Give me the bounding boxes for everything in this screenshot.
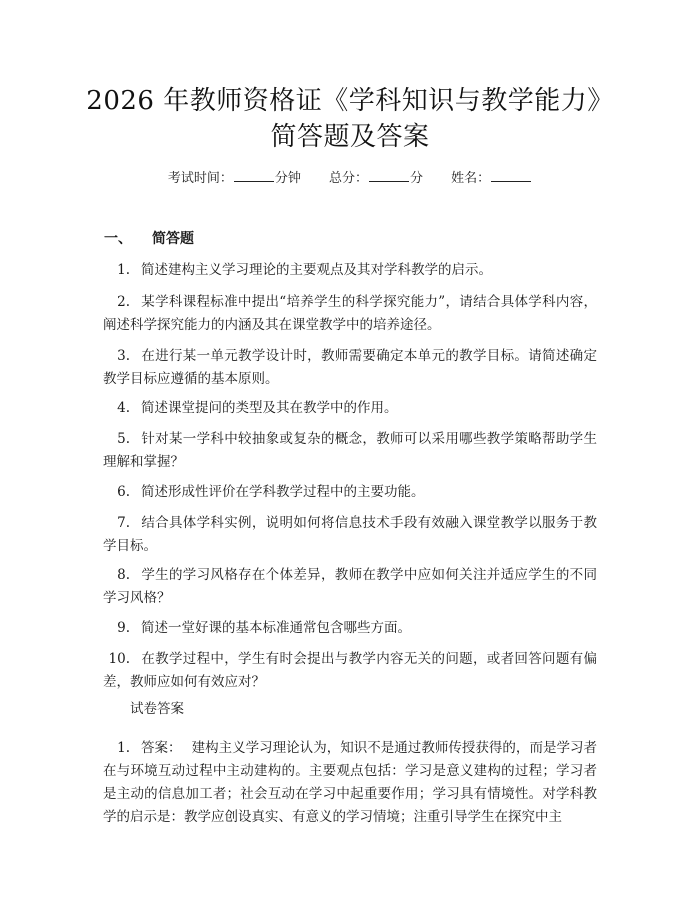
section-title: 简答题: [152, 231, 194, 247]
question-number: 6.: [117, 484, 130, 500]
question-number: 1.: [117, 262, 130, 278]
question-text: 某学科课程标准中提出“培养学生的科学探究能力”，请结合具体学科内容，阐述科学探究能力的内涵及其在课堂教学中的培养途径。: [103, 294, 597, 333]
question-item: [103, 648, 597, 694]
answer-number: 1.: [117, 740, 130, 756]
answer-label: 答案：: [141, 740, 182, 756]
question-number: 3.: [117, 348, 130, 364]
question-number: 8.: [117, 567, 130, 583]
section-heading: [104, 229, 194, 249]
question-item: [103, 564, 597, 610]
question-text: 简述形成性评价在学科教学过程中的主要功能。: [141, 484, 425, 500]
name-field: [451, 169, 532, 189]
exam-time-label: 考试时间：: [167, 171, 233, 186]
question-item: [103, 397, 597, 420]
question-item: [103, 345, 597, 391]
question-number: 9.: [117, 620, 130, 636]
section-number: 一、: [104, 231, 132, 247]
exam-time-unit: 分钟: [274, 171, 301, 186]
question-item: [103, 428, 597, 474]
question-text: 针对某一学科中较抽象或复杂的概念，教师可以采用哪些教学策略帮助学生理解和掌握？: [103, 431, 597, 470]
question-number: 10.: [108, 651, 130, 667]
question-number: 5.: [117, 431, 130, 447]
question-text: 学生的学习风格存在个体差异，教师在教学中应如何关注并适应学生的不同学习风格？: [103, 567, 597, 606]
total-score-blank: [369, 169, 409, 182]
question-number: 2.: [117, 294, 130, 310]
exam-time-blank: [234, 169, 274, 182]
question-text: 结合具体学科实例，说明如何将信息技术手段有效融入课堂教学以服务于教学目标。: [103, 515, 597, 554]
total-score-label: 总分：: [328, 171, 368, 186]
exam-time-field: [168, 169, 301, 189]
question-text: 在进行某一单元教学设计时，教师需要确定本单元的教学目标。请简述确定教学目标应遵循的基本原则。: [103, 348, 597, 387]
answer-text: 建构主义学习理论认为，知识不是通过教师传授获得的，而是学习者在与环境互动过程中主动建构的。主要观点包括：学习是意义建构的过程；学习者是主动的信息加工者；社会互动在学习中起重要作用；学习具有情境性。对学科教学的启示是：教学应创设真实、有意义的学习情境；注重引导学生在探究中主: [103, 740, 598, 825]
document-title-line2: 简答题及答案: [270, 122, 430, 152]
name-label: 姓名：: [451, 171, 491, 186]
question-number: 4.: [117, 400, 130, 416]
question-item: [103, 481, 597, 504]
question-text: 简述课堂提问的类型及其在教学中的作用。: [141, 400, 398, 416]
document-title-line1: 2026 年教师资格证《学科知识与教学能力》: [86, 86, 614, 116]
answer-item: [103, 737, 597, 829]
name-blank: [491, 169, 531, 182]
total-score-unit: 分: [410, 171, 424, 186]
question-item: [103, 617, 597, 640]
question-item: [103, 259, 597, 282]
exam-meta-line: [0, 169, 700, 189]
question-item: [103, 512, 597, 558]
question-text: 简述一堂好课的基本标准通常包含哪些方面。: [141, 620, 411, 636]
question-text: 在教学过程中，学生有时会提出与教学内容无关的问题，或者回答问题有偏差，教师应如何有效应对？: [103, 651, 597, 690]
question-text: 简述建构主义学习理论的主要观点及其对学科教学的启示。: [141, 262, 492, 278]
question-number: 7.: [117, 515, 130, 531]
answers-heading: 试卷答案: [130, 701, 184, 717]
question-item: [103, 291, 597, 337]
total-score-field: [329, 169, 423, 189]
